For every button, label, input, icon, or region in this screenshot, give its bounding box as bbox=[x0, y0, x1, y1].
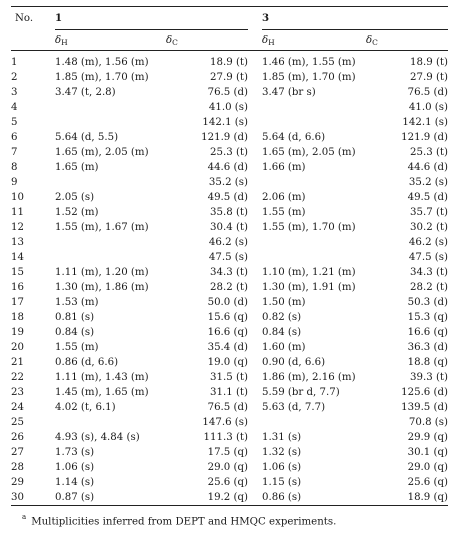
cell-delta-c-3: 41.0 (s) bbox=[408, 102, 448, 113]
row-number: 10 bbox=[11, 192, 24, 203]
table-row bbox=[11, 160, 448, 175]
row-number: 30 bbox=[11, 492, 24, 503]
cell-delta-c-1: 47.5 (s) bbox=[208, 252, 248, 263]
cell-delta-h-3: 1.10 (m), 1.21 (m) bbox=[262, 267, 356, 278]
cell-delta-c-1: 50.0 (d) bbox=[207, 297, 248, 308]
cell-delta-h-1: 1.45 (m), 1.65 (m) bbox=[55, 387, 149, 398]
row-number: 3 bbox=[11, 87, 18, 98]
cell-delta-c-3: 139.5 (d) bbox=[401, 402, 448, 413]
nmr-data-table bbox=[11, 6, 448, 506]
row-number: 14 bbox=[11, 252, 24, 263]
cell-delta-c-1: 16.6 (q) bbox=[207, 327, 248, 338]
cell-delta-c-3: 30.1 (q) bbox=[407, 447, 448, 458]
cell-delta-c-1: 28.2 (t) bbox=[210, 282, 248, 293]
table-row bbox=[11, 70, 448, 85]
cell-delta-h-1: 1.14 (s) bbox=[55, 477, 95, 488]
table-row bbox=[11, 355, 448, 370]
cell-delta-h-1 bbox=[55, 415, 166, 430]
table-row bbox=[11, 265, 448, 280]
table-row bbox=[11, 415, 448, 430]
row-number: 28 bbox=[11, 462, 24, 473]
cell-delta-c-1: 111.3 (t) bbox=[203, 432, 248, 443]
cell-delta-h-3: 0.84 (s) bbox=[262, 327, 302, 338]
cell-delta-h-1: 1.85 (m), 1.70 (m) bbox=[55, 72, 149, 83]
cell-delta-h-1: 1.53 (m) bbox=[55, 297, 99, 308]
cell-delta-c-1: 35.4 (d) bbox=[207, 342, 248, 353]
cell-delta-c-3: 46.2 (s) bbox=[408, 237, 448, 248]
cell-delta-h-1: 0.86 (d, 6.6) bbox=[55, 357, 119, 368]
table-row bbox=[11, 460, 448, 475]
table-row bbox=[11, 340, 448, 355]
table-body bbox=[11, 51, 448, 506]
column-header-compound-3: 3 bbox=[262, 7, 448, 30]
cell-delta-h-1: 5.64 (d, 5.5) bbox=[55, 132, 119, 143]
cell-delta-h-3: 0.90 (d, 6.6) bbox=[262, 357, 326, 368]
cell-delta-h-3: 0.86 (s) bbox=[262, 492, 302, 503]
cell-delta-c-3: 44.6 (d) bbox=[407, 162, 448, 173]
cell-delta-h-3: 1.65 (m), 2.05 (m) bbox=[262, 147, 356, 158]
table-row bbox=[11, 385, 448, 400]
cell-delta-h-3: 1.15 (s) bbox=[262, 477, 302, 488]
cell-delta-h-3 bbox=[262, 415, 366, 430]
cell-delta-h-3: 1.60 (m) bbox=[262, 342, 306, 353]
cell-delta-c-1: 35.2 (s) bbox=[208, 177, 248, 188]
cell-delta-h-1: 3.47 (t, 2.8) bbox=[55, 87, 116, 98]
cell-delta-h-3: 1.31 (s) bbox=[262, 432, 302, 443]
row-number: 21 bbox=[11, 357, 24, 368]
cell-delta-h-1: 1.30 (m), 1.86 (m) bbox=[55, 282, 149, 293]
footnote-text: Multiplicities inferred from DEPT and HMQC experiments. bbox=[31, 516, 337, 528]
cell-delta-h-1: 1.55 (m) bbox=[55, 342, 99, 353]
cell-delta-h-3: 5.63 (d, 7.7) bbox=[262, 402, 326, 413]
cell-delta-c-1: 25.3 (t) bbox=[210, 147, 248, 158]
row-number: 5 bbox=[11, 117, 18, 128]
row-number: 25 bbox=[11, 417, 24, 428]
cell-delta-c-3: 47.5 (s) bbox=[408, 252, 448, 263]
cell-delta-c-3: 18.9 (t) bbox=[410, 57, 448, 68]
cell-delta-c-3: 28.2 (t) bbox=[410, 282, 448, 293]
cell-delta-c-3: 121.9 (d) bbox=[401, 132, 448, 143]
cell-delta-c-3: 25.6 (q) bbox=[407, 477, 448, 488]
cell-delta-c-3: 34.3 (t) bbox=[410, 267, 448, 278]
cell-delta-c-1: 147.6 (s) bbox=[202, 417, 248, 428]
table-row bbox=[11, 130, 448, 145]
cell-delta-h-1: 1.11 (m), 1.20 (m) bbox=[55, 267, 149, 278]
row-number: 27 bbox=[11, 447, 24, 458]
row-number: 9 bbox=[11, 177, 18, 188]
column-header-delta-c-3: δC bbox=[366, 34, 378, 47]
cell-delta-h-1: 1.65 (m) bbox=[55, 162, 99, 173]
cell-delta-c-3: 36.3 (d) bbox=[407, 342, 448, 353]
row-number: 16 bbox=[11, 282, 24, 293]
cell-delta-c-3: 27.9 (t) bbox=[410, 72, 448, 83]
cell-delta-c-1: 31.5 (t) bbox=[210, 372, 248, 383]
cell-delta-c-3: 30.2 (t) bbox=[410, 222, 448, 233]
cell-delta-c-1: 49.5 (d) bbox=[207, 192, 248, 203]
cell-delta-c-3: 18.9 (q) bbox=[407, 492, 448, 503]
cell-delta-h-1 bbox=[55, 250, 166, 265]
cell-delta-h-3 bbox=[262, 175, 366, 190]
cell-delta-h-1: 1.55 (m), 1.67 (m) bbox=[55, 222, 149, 233]
cell-delta-h-1: 0.87 (s) bbox=[55, 492, 95, 503]
cell-delta-h-3: 5.59 (br d, 7.7) bbox=[262, 387, 340, 398]
cell-delta-h-1 bbox=[55, 175, 166, 190]
table-row bbox=[11, 445, 448, 460]
table-row bbox=[11, 325, 448, 340]
table-row bbox=[11, 100, 448, 115]
table-row bbox=[11, 205, 448, 220]
cell-delta-h-1: 1.52 (m) bbox=[55, 207, 99, 218]
cell-delta-c-1: 41.0 (s) bbox=[208, 102, 248, 113]
cell-delta-h-3: 1.86 (m), 2.16 (m) bbox=[262, 372, 356, 383]
cell-delta-c-1: 18.9 (t) bbox=[210, 57, 248, 68]
cell-delta-c-3: 35.7 (t) bbox=[410, 207, 448, 218]
table-row bbox=[11, 190, 448, 205]
cell-delta-c-1: 76.5 (d) bbox=[207, 402, 248, 413]
cell-delta-h-1: 0.84 (s) bbox=[55, 327, 95, 338]
cell-delta-h-1: 1.06 (s) bbox=[55, 462, 95, 473]
cell-delta-h-1: 1.11 (m), 1.43 (m) bbox=[55, 372, 149, 383]
cell-delta-c-3: 49.5 (d) bbox=[407, 192, 448, 203]
cell-delta-h-1: 0.81 (s) bbox=[55, 312, 95, 323]
cell-delta-h-3: 1.66 (m) bbox=[262, 162, 306, 173]
cell-delta-h-1: 4.93 (s), 4.84 (s) bbox=[55, 432, 140, 443]
cell-delta-c-1: 19.2 (q) bbox=[207, 492, 248, 503]
cell-delta-c-1: 76.5 (d) bbox=[207, 87, 248, 98]
cell-delta-h-1: 1.73 (s) bbox=[55, 447, 95, 458]
table-row bbox=[11, 295, 448, 310]
cell-delta-c-3: 70.8 (s) bbox=[408, 417, 448, 428]
cell-delta-c-1: 44.6 (d) bbox=[207, 162, 248, 173]
table-footnote bbox=[22, 514, 336, 527]
footnote-marker: a bbox=[22, 513, 27, 521]
cell-delta-c-3: 25.3 (t) bbox=[410, 147, 448, 158]
row-number: 6 bbox=[11, 132, 18, 143]
table-row bbox=[11, 430, 448, 445]
cell-delta-c-3: 35.2 (s) bbox=[408, 177, 448, 188]
table-row bbox=[11, 280, 448, 295]
cell-delta-h-3 bbox=[262, 250, 366, 265]
row-number: 12 bbox=[11, 222, 24, 233]
cell-delta-c-1: 142.1 (s) bbox=[202, 117, 248, 128]
row-number: 17 bbox=[11, 297, 24, 308]
row-number: 4 bbox=[11, 102, 18, 113]
cell-delta-c-1: 19.0 (q) bbox=[207, 357, 248, 368]
cell-delta-c-1: 31.1 (t) bbox=[210, 387, 248, 398]
cell-delta-h-3: 5.64 (d, 6.6) bbox=[262, 132, 326, 143]
column-header-compound-1: 1 bbox=[55, 7, 248, 30]
cell-delta-h-3: 1.50 (m) bbox=[262, 297, 306, 308]
cell-delta-h-1 bbox=[55, 235, 166, 250]
cell-delta-h-3 bbox=[262, 235, 366, 250]
table-row bbox=[11, 145, 448, 160]
cell-delta-c-3: 16.6 (q) bbox=[407, 327, 448, 338]
table-row bbox=[11, 250, 448, 265]
cell-delta-h-3: 1.30 (m), 1.91 (m) bbox=[262, 282, 356, 293]
table-row bbox=[11, 400, 448, 415]
row-number: 22 bbox=[11, 372, 24, 383]
cell-delta-c-3: 39.3 (t) bbox=[410, 372, 448, 383]
cell-delta-c-1: 34.3 (t) bbox=[210, 267, 248, 278]
cell-delta-h-3: 1.46 (m), 1.55 (m) bbox=[262, 57, 356, 68]
cell-delta-h-3: 1.32 (s) bbox=[262, 447, 302, 458]
cell-delta-c-1: 17.5 (q) bbox=[207, 447, 248, 458]
table-row bbox=[11, 115, 448, 130]
column-header-delta-h-1: δH bbox=[55, 34, 68, 47]
table-row bbox=[11, 175, 448, 190]
table-row bbox=[11, 235, 448, 250]
cell-delta-c-3: 15.3 (q) bbox=[407, 312, 448, 323]
row-number: 11 bbox=[11, 207, 24, 218]
cell-delta-h-3: 1.55 (m), 1.70 (m) bbox=[262, 222, 356, 233]
header-row-compounds bbox=[11, 7, 448, 30]
cell-delta-c-1: 30.4 (t) bbox=[210, 222, 248, 233]
row-number: 1 bbox=[11, 57, 18, 68]
row-number: 15 bbox=[11, 267, 24, 278]
row-number: 24 bbox=[11, 402, 24, 413]
cell-delta-c-3: 142.1 (s) bbox=[402, 117, 448, 128]
cell-delta-h-3 bbox=[262, 115, 366, 130]
cell-delta-h-1: 1.65 (m), 2.05 (m) bbox=[55, 147, 149, 158]
cell-delta-h-1 bbox=[55, 100, 166, 115]
cell-delta-c-3: 50.3 (d) bbox=[407, 297, 448, 308]
table-row bbox=[11, 310, 448, 325]
table-row bbox=[11, 370, 448, 385]
cell-delta-h-1: 1.48 (m), 1.56 (m) bbox=[55, 57, 149, 68]
cell-delta-h-3: 2.06 (m) bbox=[262, 192, 306, 203]
cell-delta-c-1: 27.9 (t) bbox=[210, 72, 248, 83]
row-number: 2 bbox=[11, 72, 18, 83]
cell-delta-c-3: 29.0 (q) bbox=[407, 462, 448, 473]
cell-delta-c-1: 29.0 (q) bbox=[207, 462, 248, 473]
cell-delta-c-1: 35.8 (t) bbox=[210, 207, 248, 218]
column-header-delta-h-3: δH bbox=[262, 34, 275, 47]
row-number: 26 bbox=[11, 432, 24, 443]
column-header-no: No. bbox=[15, 12, 34, 24]
cell-delta-c-3: 76.5 (d) bbox=[407, 87, 448, 98]
cell-delta-h-3: 1.85 (m), 1.70 (m) bbox=[262, 72, 356, 83]
row-number: 18 bbox=[11, 312, 24, 323]
table-row bbox=[11, 475, 448, 490]
table-row bbox=[11, 220, 448, 235]
row-number: 7 bbox=[11, 147, 18, 158]
header-row-shifts bbox=[11, 30, 448, 51]
table-row bbox=[11, 490, 448, 506]
cell-delta-c-1: 121.9 (d) bbox=[201, 132, 248, 143]
table-row bbox=[11, 85, 448, 100]
row-number: 8 bbox=[11, 162, 18, 173]
row-number: 29 bbox=[11, 477, 24, 488]
cell-delta-h-1: 4.02 (t, 6.1) bbox=[55, 402, 116, 413]
cell-delta-h-3: 3.47 (br s) bbox=[262, 87, 316, 98]
cell-delta-c-1: 15.6 (q) bbox=[207, 312, 248, 323]
row-number: 13 bbox=[11, 237, 24, 248]
row-number: 23 bbox=[11, 387, 24, 398]
cell-delta-c-3: 29.9 (q) bbox=[407, 432, 448, 443]
cell-delta-h-3: 1.55 (m) bbox=[262, 207, 306, 218]
cell-delta-c-1: 46.2 (s) bbox=[208, 237, 248, 248]
cell-delta-h-3 bbox=[262, 100, 366, 115]
table-row bbox=[11, 51, 448, 71]
column-header-delta-c-1: δC bbox=[166, 34, 178, 47]
row-number: 19 bbox=[11, 327, 24, 338]
cell-delta-h-3: 0.82 (s) bbox=[262, 312, 302, 323]
cell-delta-h-1: 2.05 (s) bbox=[55, 192, 95, 203]
cell-delta-h-3: 1.06 (s) bbox=[262, 462, 302, 473]
cell-delta-c-1: 25.6 (q) bbox=[207, 477, 248, 488]
cell-delta-h-1 bbox=[55, 115, 166, 130]
cell-delta-c-3: 18.8 (q) bbox=[407, 357, 448, 368]
cell-delta-c-3: 125.6 (d) bbox=[401, 387, 448, 398]
row-number: 20 bbox=[11, 342, 24, 353]
